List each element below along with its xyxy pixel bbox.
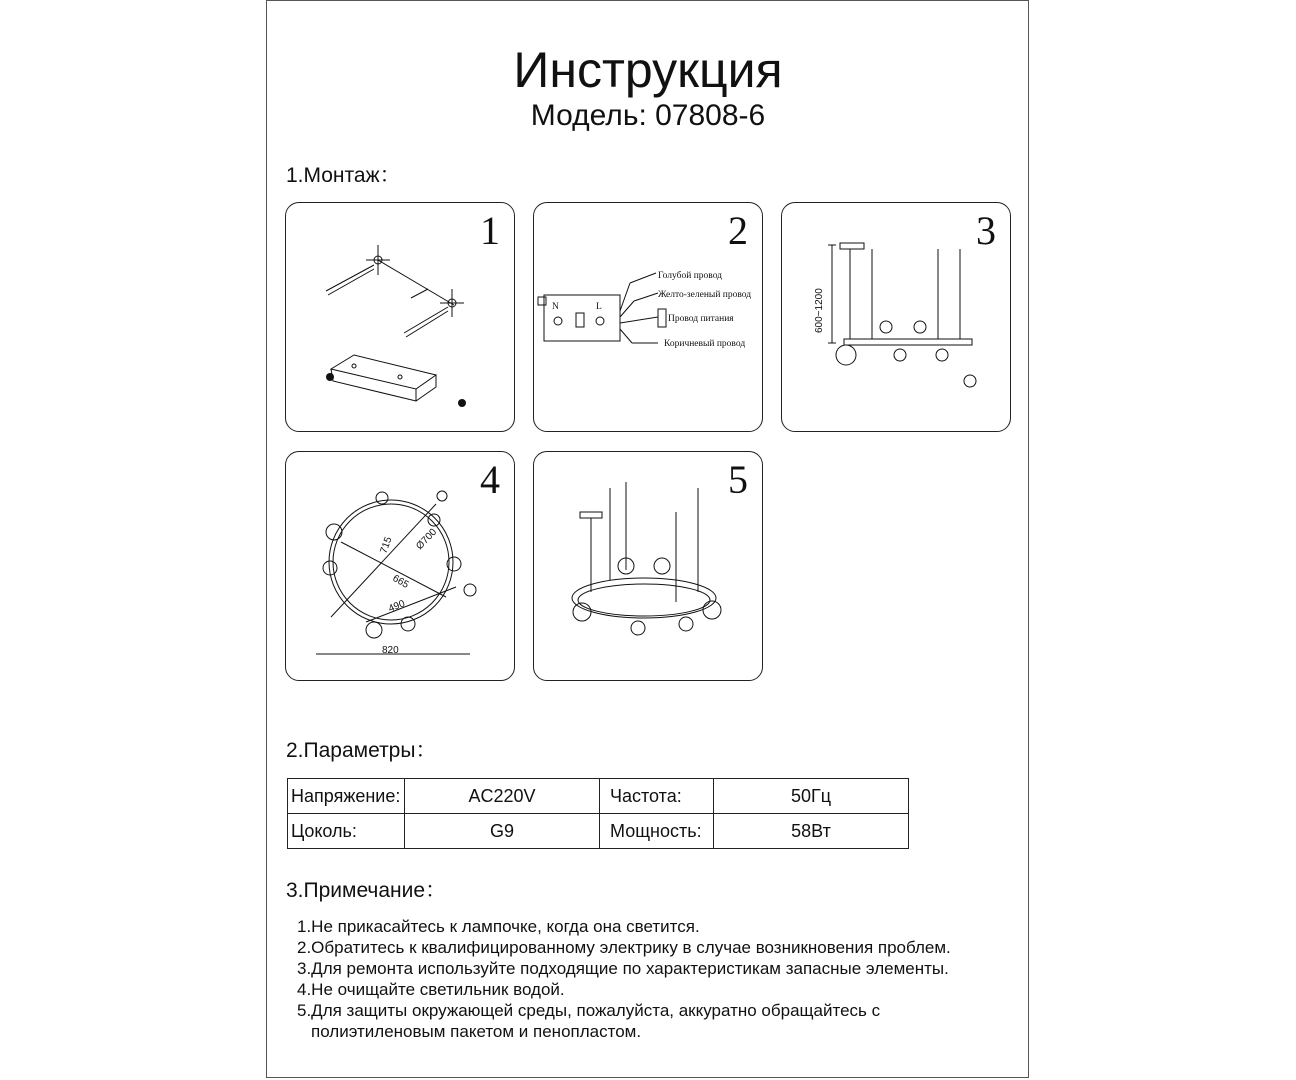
- list-item: 5.Для защиты окружающей среды, пожалуйста, аккуратно обращайтесь с: [297, 1001, 881, 1020]
- montage-heading: 1.Монтаж：: [286, 164, 401, 187]
- list-item: 2.Обратитесь к квалифицированному электрику в случае возникновения проблем.: [297, 938, 951, 957]
- montage-step-2: [533, 202, 763, 432]
- dimension-label: Ø700: [414, 526, 440, 553]
- wiring-diagram: [534, 203, 763, 432]
- param-label: Мощность:: [600, 814, 714, 849]
- document-title: Инструкция: [513, 42, 783, 98]
- terminal-label: N: [552, 302, 559, 312]
- screw-icon: [458, 399, 466, 407]
- list-item: 3.Для ремонта используйте подходящие по характеристикам запасные элементы.: [297, 959, 949, 978]
- height-range-label: 600~1200: [814, 288, 825, 333]
- assembled-chandelier-illustration: [534, 452, 763, 681]
- param-value: G9: [405, 814, 600, 849]
- param-label: Частота:: [600, 779, 714, 814]
- dimension-label: 715: [378, 535, 395, 556]
- suspension-height-illustration: [782, 203, 1011, 432]
- terminal-label: L: [596, 302, 602, 312]
- screw-icon: [326, 373, 334, 381]
- notes-list: [297, 916, 951, 1042]
- dimension-label: 490: [387, 598, 407, 615]
- montage-step-5: [533, 451, 763, 681]
- param-label: Напряжение:: [288, 779, 405, 814]
- list-item: полиэтиленовым пакетом и пенопластом.: [311, 1022, 642, 1041]
- param-value: 58Вт: [714, 814, 909, 849]
- dimension-label: 820: [382, 645, 399, 656]
- wire-label-power: Провод питания: [668, 314, 734, 324]
- ring-dimensions-drawing: [286, 452, 515, 681]
- wire-label-brown: Коричневый провод: [664, 339, 746, 349]
- table-row: [288, 779, 909, 814]
- step-number: 1: [480, 208, 500, 253]
- montage-step-4: [285, 451, 515, 681]
- notes-heading: 3.Примечание：: [286, 879, 447, 902]
- param-value: AC220V: [405, 779, 600, 814]
- param-label: Цоколь:: [288, 814, 405, 849]
- montage-step-3: [781, 202, 1011, 432]
- step-number: 3: [976, 208, 996, 253]
- parameters-table: [287, 778, 909, 849]
- step-number: 2: [728, 208, 748, 253]
- mounting-bracket-illustration: [286, 203, 515, 432]
- step-number: 5: [728, 457, 748, 502]
- wire-label-blue: Голубой провод: [658, 271, 723, 281]
- list-item: 4.Не очищайте светильник водой.: [297, 980, 565, 999]
- parameters-heading: 2.Параметры：: [286, 739, 437, 762]
- step-number: 4: [480, 457, 500, 502]
- dimension-label: 665: [390, 573, 411, 591]
- montage-step-1: [285, 202, 515, 432]
- wire-label-yellow-green: Желто-зеленый провод: [658, 290, 752, 300]
- table-row: [288, 814, 909, 849]
- list-item: 1.Не прикасайтесь к лампочке, когда она светится.: [297, 917, 700, 936]
- param-value: 50Гц: [714, 779, 909, 814]
- model-number: Модель: 07808-6: [530, 99, 766, 132]
